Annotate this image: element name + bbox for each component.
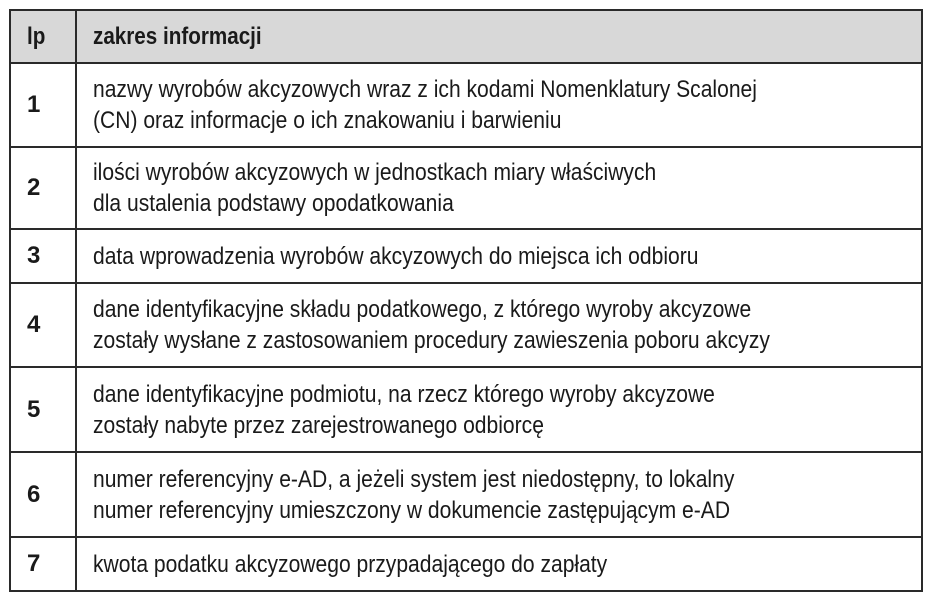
table-row: [10, 63, 922, 147]
row-description: [76, 367, 922, 452]
row-number: 7: [10, 537, 76, 591]
table-header-row: [10, 10, 922, 63]
table-row: [10, 367, 922, 452]
row-number: 4: [10, 283, 76, 367]
description-line: numer referencyjny umieszczony w dokumencie zastępującym e-AD: [93, 496, 731, 524]
row-number: 5: [10, 367, 76, 452]
description-line: ilości wyrobów akcyzowych w jednostkach miary właściwych: [93, 159, 657, 186]
row-description: [76, 537, 922, 591]
table-row: [10, 147, 922, 229]
table-row: [10, 283, 922, 367]
row-number: 2: [10, 147, 76, 229]
description-line: numer referencyjny e-AD, a jeżeli system jest niedostępny, to lokalny: [93, 465, 735, 493]
header-lp: lp: [10, 10, 76, 63]
table-row: [10, 537, 922, 591]
row-number: 1: [10, 63, 76, 147]
information-scope-table: [9, 9, 923, 592]
table-row: [10, 229, 922, 283]
row-description: [76, 147, 922, 229]
description-line: dla ustalenia podstawy opodatkowania: [93, 190, 454, 217]
row-description: [76, 452, 922, 537]
description-line: kwota podatku akcyzowego przypadającego do zapłaty: [93, 550, 608, 578]
description-line: dane identyfikacyjne podmiotu, na rzecz którego wyroby akcyzowe: [93, 380, 715, 408]
description-line: (CN) oraz informacje o ich znakowaniu i barwieniu: [93, 107, 562, 134]
description-line: dane identyfikacyjne składu podatkowego, z którego wyroby akcyzowe: [93, 296, 752, 323]
header-info-scope: zakres informacji: [76, 10, 922, 63]
row-number: 6: [10, 452, 76, 537]
row-description: [76, 229, 922, 283]
row-description: [76, 63, 922, 147]
description-line: data wprowadzenia wyrobów akcyzowych do miejsca ich odbioru: [93, 242, 699, 270]
table-row: [10, 452, 922, 537]
row-description: [76, 283, 922, 367]
description-line: zostały wysłane z zastosowaniem procedury zawieszenia poboru akcyzy: [93, 327, 770, 354]
description-line: zostały nabyte przez zarejestrowanego odbiorcę: [93, 411, 544, 439]
description-line: nazwy wyrobów akcyzowych wraz z ich kodami Nomenklatury Scalonej: [93, 76, 757, 103]
row-number: 3: [10, 229, 76, 283]
